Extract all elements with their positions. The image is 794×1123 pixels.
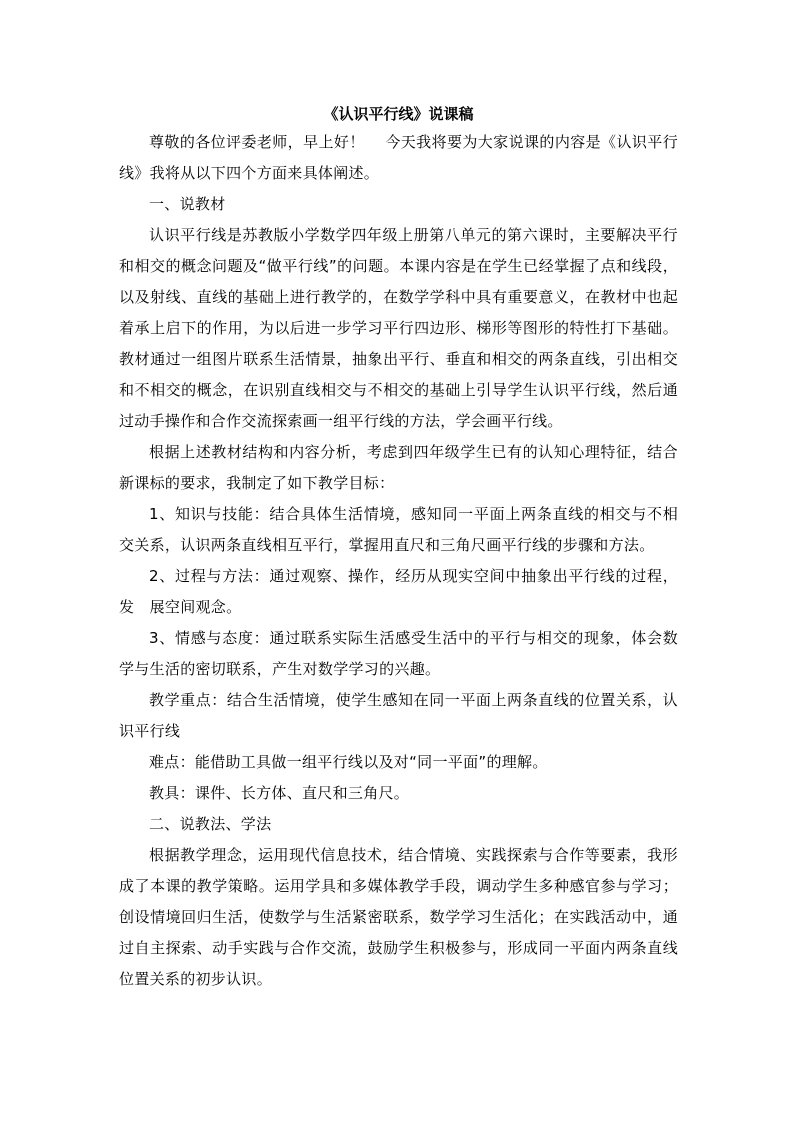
methods-paragraph: 根据教学理念，运用现代信息技术，结合情境、实践探索与合作等要素，我形成了本课的教学策略。运用学具和多媒体教学手段，调动学生多种感官参与学习；创设情境回归生活，使数学与生活紧密联系，数学学习生活化；在实践活动中，通过自主探索、动手实践与合作交流，鼓励学生积极参与，形成同一平面内两条直线位置关系的初步认识。 [119,846,678,988]
document-body [119,101,678,995]
goal-process-paragraph: 2、过程与方法：通过观察、操作，经历从现实空间中抽象出平行线的过程，发 展空间观念。 [119,567,678,616]
textbook-paragraph: 认识平行线是苏教版小学数学四年级上册第八单元的第六课时，主要解决平行和相交的概念问题及“做平行线”的问题。本课内容是在学生已经掌握了点和线段，以及射线、直线的基础上进行教学的，在数学学科中具有重要意义，在教材中也起着承上启下的作用，为以后进一步学习平行四边形、梯形等图形的特性打下基础。教材通过一组图片联系生活情景，抽象出平行、垂直和相交的两条直线，引出相交和不相交的概念，在识别直线相交与不相交的基础上引导学生认识平行线，然后通过动手操作和合作交流探索画一组平行线的方法，学会画平行线。 [119,226,678,430]
section-heading-textbook: 一、说教材 [149,195,226,213]
goals-intro-paragraph: 根据上述教材结构和内容分析，考虑到四年级学生已有的认知心理特征，结合新课标的要求，我制定了如下教学目标： [119,443,678,492]
document-title: 《认识平行线》说课稿 [323,105,474,123]
goal-emotion-paragraph: 3、情感与态度：通过联系实际生活感受生活中的平行与相交的现象，体会数学与生活的密切联系，产生对数学学习的兴趣。 [119,629,678,678]
teaching-aids-paragraph: 教具：课件、长方体、直尺和三角尺。 [149,784,410,802]
goal-knowledge-paragraph: 1、知识与技能：结合具体生活情境，感知同一平面上两条直线的相交与不相交关系，认识两条直线相互平行，掌握用直尺和三角尺画平行线的步骤和方法。 [119,505,678,554]
greeting-paragraph: 尊敬的各位评委老师，早上好！ 今天我将要为大家说课的内容是《认识平行线》我将从以下四个方面来具体阐述。 [119,133,678,182]
section-heading-methods: 二、说教法、学法 [149,815,272,833]
key-point-paragraph: 教学重点：结合生活情境，使学生感知在同一平面上两条直线的位置关系，认识平行线 [119,691,678,740]
difficulty-paragraph: 难点：能借助工具做一组平行线以及对“同一平面”的理解。 [149,753,548,771]
